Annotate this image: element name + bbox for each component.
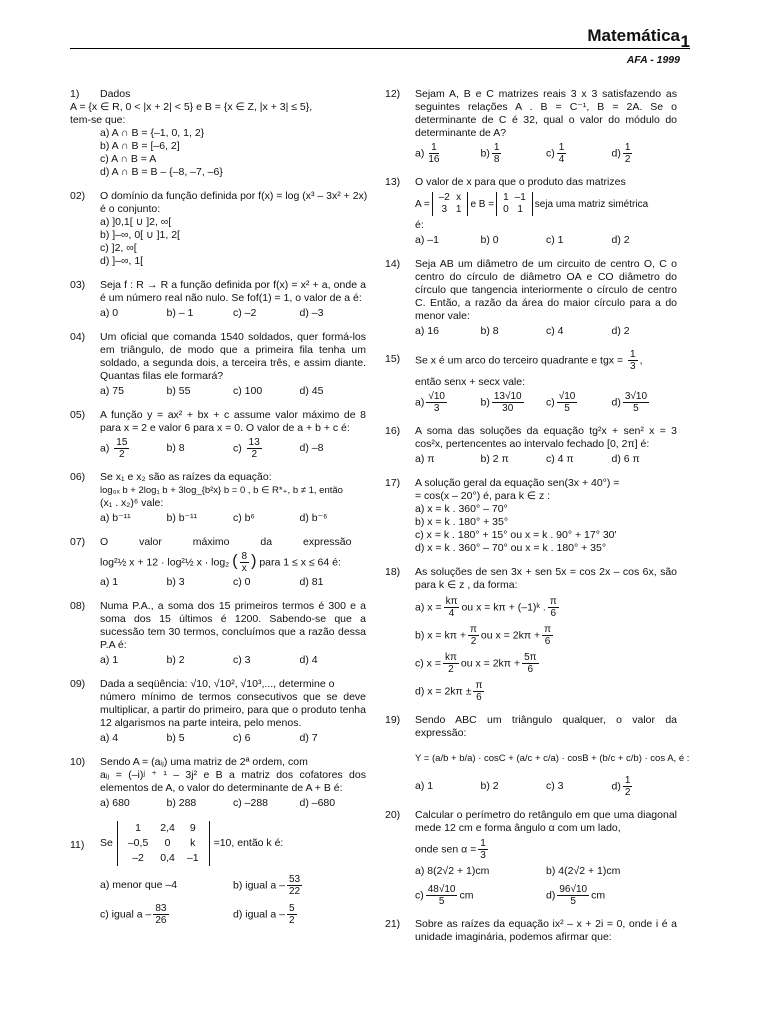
option-b: b) 55 [166,385,191,397]
option-b: b) $\frac{1}{8}$ [480,142,500,165]
option-d: d) x = 2kπ ± $\frac{\pi}{6}$ [415,680,483,703]
option-b: b) 2 [480,780,499,792]
option-a: a) 8(2√2 + 1)cm [415,865,490,877]
option-a: a) 1 [415,780,434,792]
option-d: d) 45 [299,385,324,397]
option-c: c) x = k . 180° + 15° ou x = k . 90° + 17° 30' [415,529,617,541]
question-text: O valor de x para que o produto das matrizes [415,176,626,188]
question-10 [70,756,366,810]
question-text: Dados [100,88,131,100]
question-number: 20) [385,809,401,821]
option-a: a) 1 [100,576,119,588]
option-b: b) $\frac{13√10}{30}$ [480,391,522,414]
question-text: =10, então k é: [213,837,284,849]
question-text: A solução geral da equação sen(3x + 40°) = [415,477,620,489]
question-text: A soma das soluções da equação tg²x + sen² x = 3 cos²x, pertencentes ao intervalo fechado [0, 2π] é: [415,425,677,450]
option-a: a) x = k . 360° – 70° [415,503,508,515]
option-d: d) –8 [299,442,324,454]
question-number: 09) [70,678,86,690]
question-text: Calcular o perímetro do retângulo em que uma diagonal mede 12 cm e forma ângulo α com um lado, [415,809,677,834]
question-6 [70,471,366,525]
question-number: 17) [385,477,401,489]
question-text: Seja f : R → R a função definida por f(x) = x² + a, onde a é um número real não nulo. Se fof(1) = 1, o valor de a é: [100,279,366,304]
option-b: b) x = k . 180° + 35° [415,516,509,528]
question-13 [385,176,677,247]
question-text: A função y = ax² + bx + c assume valor máximo de 8 para x = 2 e valor 6 para x = 0. O valor de a + b + c é: [100,409,366,434]
option-d: d) 2 [611,234,630,246]
option-c: c) $\frac{1}{4}$ [546,142,565,165]
question-text: Se x₁ e x₂ são as raízes da equação: [100,471,272,483]
option-d: d) 2 [611,325,630,337]
option-b: b) 5 [166,732,185,744]
question-number: 21) [385,918,401,930]
question-number: 19) [385,714,401,726]
question-text: Sendo ABC um triângulo qualquer, o valor da expressão: [415,714,677,739]
option-a: a) 4 [100,732,119,744]
question-text: Um oficial que comanda 1540 soldados, quer formá-los em triângulo, de modo que a primeira fila tenha um soldado, a segunda dois, a terceira três, e assim diante. Quantas filas ele formará? [100,331,366,382]
option-d: d) –3 [299,307,324,319]
right-column [385,88,690,955]
question-text: A = {x ∈ R, 0 < |x + 2| < 5} e B = {x ∈ Z, |x + 3| ≤ 5}, [70,101,313,113]
question-text: Seja AB um diâmetro de um circuito de centro O, C o centro do círculo de diâmetro OA e CO diâmetro do círculo que tangencia interiormente o círculo de centro C. Então, a razão da área do maior círculo para a do menor vale: [415,258,677,322]
question-number: 06) [70,471,86,483]
question-text: (x₁ . x₂)⁶ vale: [100,497,164,509]
question-text: tem-se que: [70,114,126,126]
option-d: d) 7 [299,732,318,744]
expression: log²½ x + 12 · log²½ x · log₂ ( $\frac{8}{x}$ ) para 1 ≤ x ≤ 64 é: [100,551,341,574]
question-14 [385,258,677,338]
option-d: d) b⁻⁶ [299,512,328,524]
option-b: b) 8 [480,325,499,337]
question-4 [70,331,366,398]
question-number: 11) [70,839,85,851]
question-number: 12) [385,88,401,100]
option-d: d) ]–∞, 1[ [100,255,144,267]
question-text: aᵢⱼ = (–i)ʲ ⁺ ¹ – 3j² e B a matriz dos cofatores dos elementos de A, o valor do determinante de A + B é: [100,769,366,794]
option-c: c) igual a – $\frac{83}{26}$ [100,903,167,926]
question-number: 04) [70,331,86,343]
option-a: a) x = $\frac{k\pi}{4}$ ou x = kπ + (–1)ᵏ . $\frac{\pi}{6}$ [415,596,557,619]
question-text: Se [100,837,113,849]
option-c: c) ]2, ∞[ [100,242,137,254]
option-c: c) $\frac{13}{2}$ [233,437,260,460]
option-c: c) –288 [233,797,269,809]
option-d: d) $\frac{1}{2}$ [611,142,631,165]
option-a: a) 16 [415,325,439,337]
question-number: 16) [385,425,401,437]
question-7 [70,536,366,589]
option-a: a) 680 [100,797,130,809]
header-rule [70,48,690,49]
question-text: é: [415,219,424,231]
option-c: c) 4 [546,325,564,337]
option-d: d) 81 [299,576,324,588]
question-text: O domínio da função definida por f(x) = log (x³ – 3x² + 2x) [100,190,368,202]
question-1 [70,88,366,179]
question-15 [385,349,677,414]
option-b: b) – 1 [166,307,194,319]
option-c: c) –2 [233,307,257,319]
option-b: b) 2 [166,654,185,666]
option-a: a) $\frac{1}{16}$ [415,142,440,165]
question-text: = cos(x – 20°) é, para k ∈ z : [415,490,551,502]
option-d: d) x = k . 360° – 70° ou x = k . 180° + 35° [415,542,607,554]
question-number: 02) [70,190,86,202]
question-18 [385,566,677,703]
question-number: 15) [385,353,401,365]
question-8 [70,600,366,667]
option-b: b) x = kπ + $\frac{\pi}{2}$ ou x = 2kπ + $\frac{\pi}{6}$ [415,624,552,647]
question-20 [385,809,677,907]
question-text: Sobre as raízes da equação ix² – x + 2i = 0, onde i é a unidade imaginária, podemos afirmar que: [415,918,677,943]
expression: Y = (a/b + b/a) · cosC + (a/c + c/a) · cosB + (b/c + c/b) · cos A, é : [415,753,690,764]
question-21 [385,918,677,944]
question-17 [385,477,677,555]
question-number: 10) [70,756,86,768]
option-c: c) A ∩ B = A [100,153,157,165]
option-b: b) 8 [166,442,185,454]
option-d: d) $\frac{1}{2}$ [611,775,631,798]
option-c: c) 0 [233,576,251,588]
option-a: a) 0 [100,307,119,319]
question-text: Sendo A = (aᵢⱼ) uma matriz de 2ª ordem, com [100,756,308,768]
question-text: Dada a seqüência: √10, √10², √10³,..., determine o [100,678,335,690]
question-number: 07) [70,536,86,548]
question-2 [70,190,366,268]
option-b: b) ]–∞, 0[ ∪ ]1, 2[ [100,229,180,241]
question-number: 08) [70,600,86,612]
option-c: c) $\frac{√10}{5}$ [546,391,576,414]
option-a: a) 75 [100,385,124,397]
question-text: O valor máximo da expressão [100,536,352,548]
question-12 [385,88,677,165]
question-number: 18) [385,566,401,578]
option-b: b) 4(2√2 + 1)cm [546,865,621,877]
option-c: c) 3 [546,780,564,792]
option-a: a) –1 [415,234,439,246]
option-d: d) 6 π [611,453,640,465]
question-number: 05) [70,409,86,421]
option-c: c) $\frac{48√10}{5}$ cm [415,884,474,907]
question-text: é o conjunto: [100,203,161,215]
question-19 [385,714,690,798]
option-d: d) 4 [299,654,318,666]
option-c: c) 3 [233,654,251,666]
option-a: a) 1 [100,654,119,666]
option-c: c) x = $\frac{k\pi}{2}$ ou x = 2kπ + $\frac{5\pi}{6}$ [415,652,537,675]
option-d: d) A ∩ B = B – {–8, –7, –6} [100,166,223,178]
question-number: 13) [385,176,401,188]
option-c: c) 100 [233,385,263,397]
page-title: Matemática [587,26,680,45]
option-b: b) 2 π [480,453,509,465]
option-b: b) 3 [166,576,185,588]
option-d: d) $\frac{3√10}{5}$ [611,391,648,414]
option-b: b) b⁻¹¹ [166,512,198,524]
option-d: d) –680 [299,797,336,809]
question-3 [70,279,366,320]
option-c: c) 4 π [546,453,574,465]
option-b: b) igual a – $\frac{53}{22}$ [233,874,301,897]
equation: log₀ₓ b + 2log₁ b + 3log_{b²x} b = 0 , b ∈ R*₊, b ≠ 1, então [100,485,343,496]
option-c: c) b⁶ [233,512,255,524]
question-text: número mínimo de termos consecutivos que se deve multiplicar, a partir do primeiro, para que o produto tenha 12 algarismos na parte inteira, pelo menos. [100,691,366,729]
page-number: 1 [680,32,690,51]
question-16 [385,425,677,466]
option-b: b) A ∩ B = [–6, 2] [100,140,180,152]
option-d: d) igual a – $\frac{5}{2}$ [233,903,295,926]
option-a: a) A ∩ B = {–1, 0, 1, 2} [100,127,205,139]
option-a: a) $\frac{15}{2}$ [100,437,128,460]
option-b: b) 0 [480,234,499,246]
option-b: b) 288 [166,797,197,809]
question-number: 14) [385,258,401,270]
option-a: a) ]0,1[ ∪ ]2, ∞[ [100,216,172,228]
option-d: d) $\frac{96√10}{5}$ cm [546,884,606,907]
matrices: A = –2 3 x 1 e B = 1 0 –1 1 seja uma matriz simétrica [415,192,649,215]
question-text: Se x é um arco do terceiro quadrante e tgx = $\frac{1}{3}$ , [415,349,643,372]
option-c: c) 6 [233,732,251,744]
question-number: 1) [70,88,80,100]
determinant: 1 –0,5 –2 2,4 0 0,4 9 k –1 [117,821,210,866]
left-column [70,88,366,937]
question-9 [70,678,366,745]
exam-subtitle: AFA - 1999 [626,54,680,66]
question-text: onde sen α = $\frac{1}{3}$ [415,838,486,861]
option-a: a) menor que –4 [100,879,178,891]
question-text: Sejam A, B e C matrizes reais 3 x 3 satisfazendo as seguintes relações A . B = C⁻¹, B = 2A. Se o determinante de C é 32, qual o valor do módulo do determinante de A? [415,88,677,139]
question-text: As soluções de sen 3x + sen 5x = cos 2x – cos 6x, são para k ∈ z , da forma: [415,566,677,591]
question-text: Numa P.A., a soma dos 15 primeiros termos é 300 e a soma dos 15 últimos é 1200. Sabendo-se que a sucessão tem 30 termos, concluímos que a razão dessa P.A é: [100,600,366,651]
option-a: a) π [415,453,435,465]
question-number: 03) [70,279,86,291]
question-5 [70,409,366,460]
option-a: a) b⁻¹¹ [100,512,131,524]
option-c: c) 1 [546,234,564,246]
question-11 [70,821,366,926]
option-a: a) $\frac{√10}{3}$ [415,391,445,414]
question-text: então senx + secx vale: [415,376,526,388]
